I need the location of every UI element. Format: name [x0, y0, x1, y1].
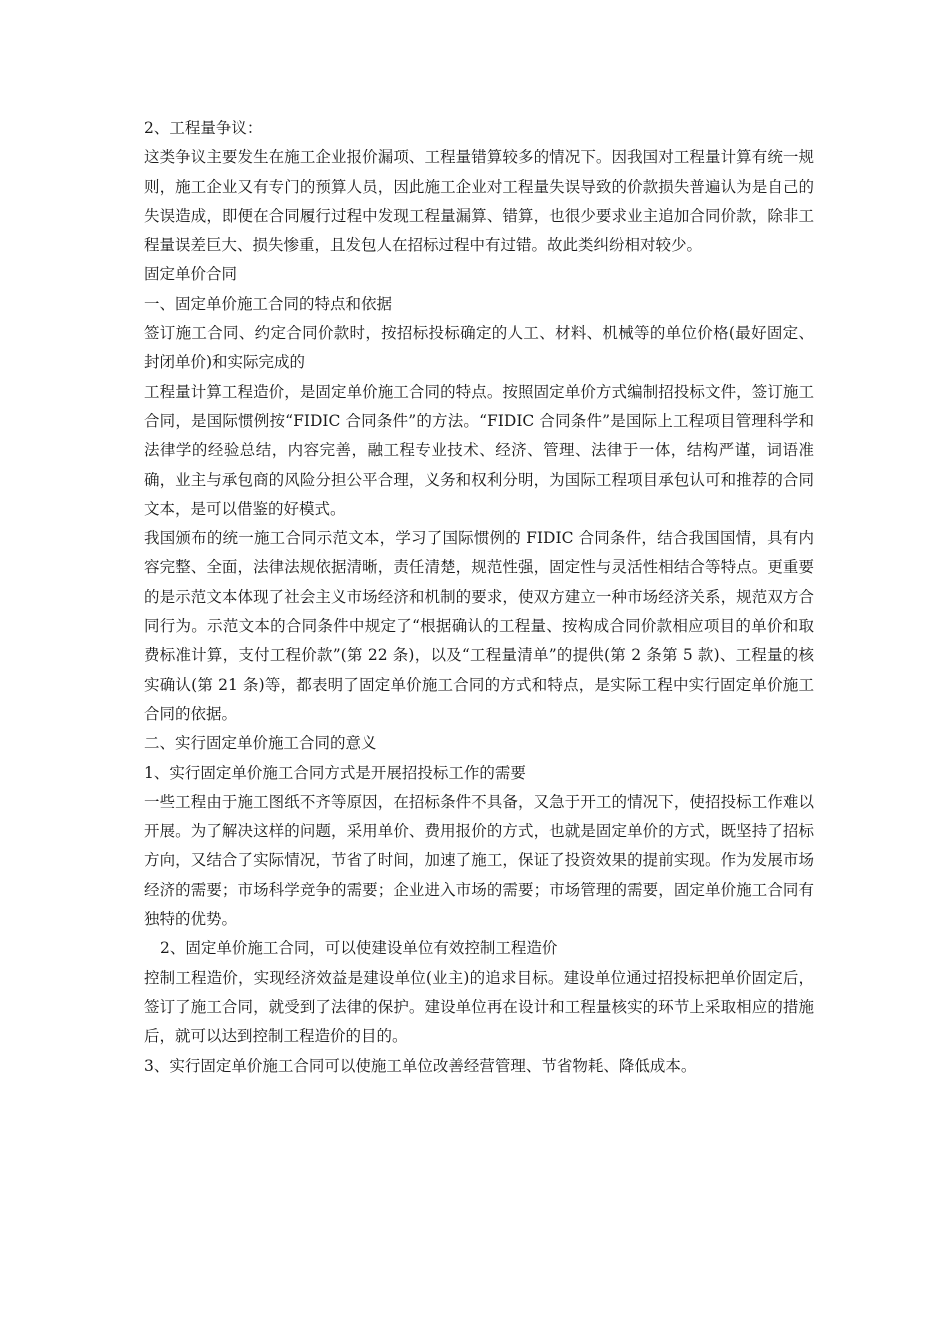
paragraph-point-one: 一些工程由于施工图纸不齐等原因，在招标条件不具备，又急于开工的情况下，使招投标工作难以开展。为了解决这样的问题，采用单价、费用报价的方式，也就是固定单价的方式，既坚持了招标方向，又结合了实际情况，节省了时间，加速了施工，保证了投资效果的提前实现。作为发展市场经济的需要；市场科学竞争的需要；企业进入市场的需要；市场管理的需要，固定单价施工合同有独特的优势。: [144, 792, 814, 929]
paragraph-quantity-dispute: 这类争议主要发生在施工企业报价漏项、工程量错算较多的情况下。因我国对工程量计算有统一规则，施工企业又有专门的预算人员，因此施工企业对工程量失误导致的价款损失普遍认为是自己的失误造成，即便在合同履行过程中发现工程量漏算、错算，也很少要求业主追加合同价款，除非工程量误差巨大、损失惨重，且发包人在招标过程中有过错。故此类纠纷相对较少。: [144, 148, 814, 255]
paragraph-contract-signing: 签订施工合同、约定合同价款时，按招标投标确定的人工、材料、机械等的单位价格(最好固定、封闭单价)和实际完成的: [144, 324, 814, 372]
heading-quantity-dispute: 2、工程量争议：: [144, 119, 263, 137]
heading-point-one: 1、实行固定单价施工合同方式是开展招投标工作的需要: [144, 763, 526, 782]
heading-section-two: 二、实行固定单价施工合同的意义: [144, 734, 377, 753]
paragraph-model-text: 我国颁布的统一施工合同示范文本，学习了国际惯例的 FIDIC 合同条件，结合我国国情，具有内容完整、全面，法律法规依据清晰，责任清楚，规范性强，固定性与灵活性相结合等特点。更重要的是示范文本体现了社会主义市场经济和机制的要求，使双方建立一种市场经济关系，规范双方合同行为。示范文本的合同条件中规定了“根据确认的工程量、按构成合同价款相应项目的单价和取费标准计算，支付工程价款”(第 22 条)，以及“工程量清单”的提供(第 2 条第 5 款)、工程量的核实确认(第 21 条)等，都表明了固定单价施工合同的方式和特点，是实际工程中实行固定单价施工合同的依据。: [144, 529, 814, 723]
heading-point-three: 3、实行固定单价施工合同可以使施工单位改善经营管理、节省物耗、降低成本。: [144, 1056, 697, 1075]
paragraph-fidic: 工程量计算工程造价，是固定单价施工合同的特点。按照固定单价方式编制招投标文件，签订施工合同，是国际惯例按“FIDIC 合同条件”的方法。“FIDIC 合同条件”是国际上工程项目管理科学和法律学的经验总结，内容完善，融工程专业技术、经济、管理、法律于一体，结构严谨，词语准确，业主与承包商的风险分担公平合理，义务和权利分明，为国际工程项目承包认可和推荐的合同文本，是可以借鉴的好模式。: [144, 382, 814, 518]
heading-fixed-unit-price-contract: 固定单价合同: [144, 265, 238, 284]
document-body: [144, 114, 814, 1081]
paragraph-point-two: 控制工程造价，实现经济效益是建设单位(业主)的追求目标。建设单位通过招投标把单价固定后，签订了施工合同，就受到了法律的保护。建设单位再在设计和工程量核实的环节上采取相应的措施后，就可以达到控制工程造价的目的。: [144, 968, 814, 1046]
heading-section-one: 一、固定单价施工合同的特点和依据: [144, 294, 393, 313]
heading-point-two: 2、固定单价施工合同，可以使建设单位有效控制工程造价: [160, 939, 558, 958]
